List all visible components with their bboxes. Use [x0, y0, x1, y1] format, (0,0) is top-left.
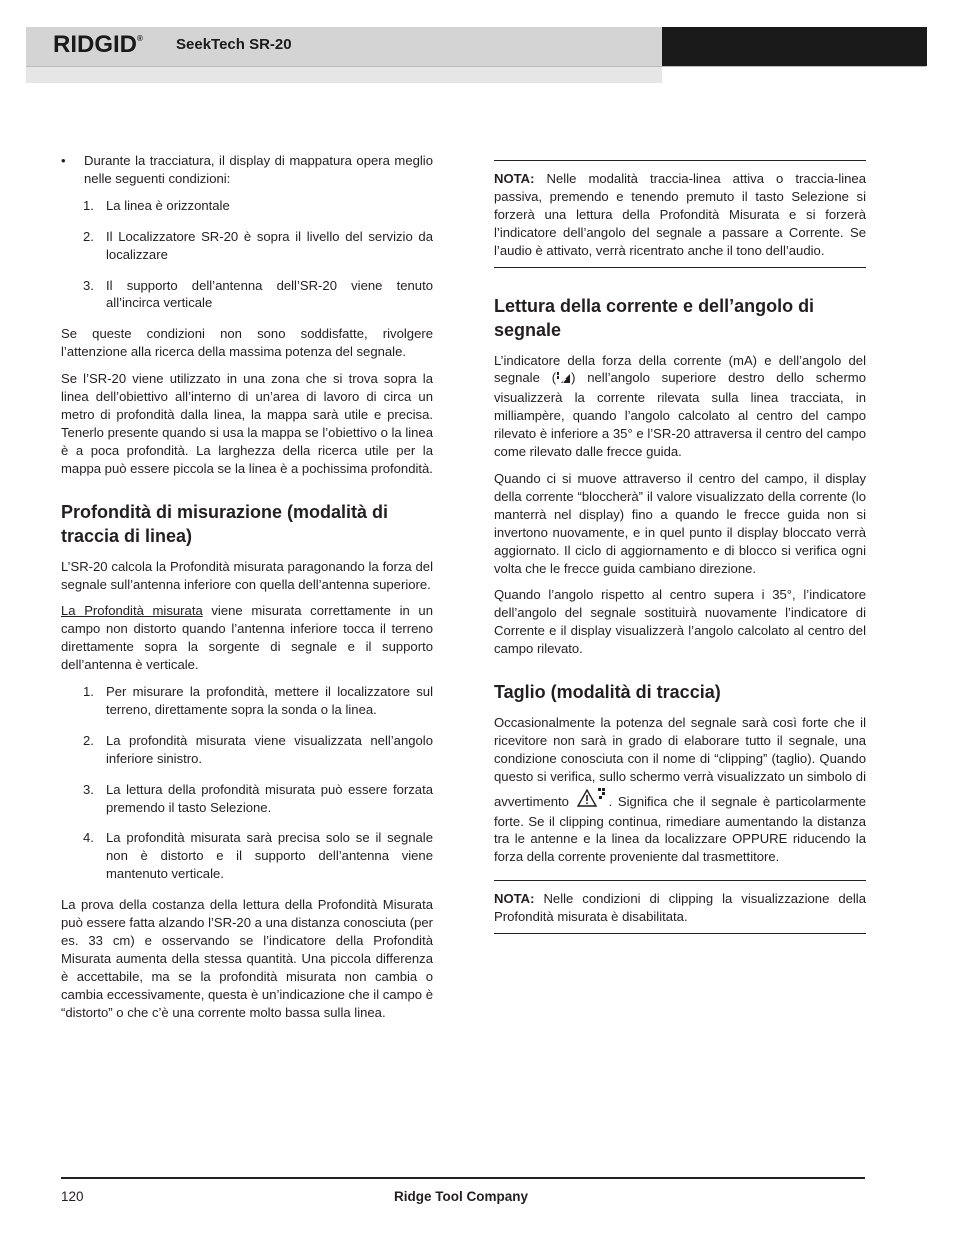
- list-number: 2.: [83, 228, 94, 244]
- underlined-term: La Profondità misurata: [61, 603, 203, 619]
- list-text: Il Localizzatore SR-20 è sopra il livello del servizio da localizzare: [106, 228, 433, 262]
- ridgid-logo: RIDGID®: [53, 31, 143, 58]
- paragraph: Quando l’angolo rispetto al centro supera i 35°, l’indicatore dell’angolo del segnale sostituirà nuovamente l’indicatore di Corrente e il display visualizzerà l’angolo calcolato al centro del campo rilevato.: [494, 587, 866, 657]
- list-item: [61, 197, 433, 215]
- note-label: NOTA:: [494, 891, 535, 907]
- paragraph: Se queste condizioni non sono soddisfatte, rivolgere l’attenzione alla ricerca della massima potenza del segnale.: [61, 326, 433, 360]
- paragraph-text: L’indicatore della forza della corrente (mA) e dell’angolo del segnale (: [494, 352, 866, 386]
- list-number: 4.: [83, 830, 94, 846]
- steps-list: [61, 683, 433, 883]
- list-number: 3.: [83, 277, 94, 293]
- list-item: [61, 829, 433, 883]
- list-text: La lettura della profondità misurata può essere forzata premendo il tasto Selezione.: [106, 781, 433, 815]
- right-column: [494, 160, 866, 934]
- bullet-text: Durante la tracciatura, il display di mappatura opera meglio nelle seguenti condizioni:: [84, 153, 433, 186]
- paragraph: Se l’SR-20 viene utilizzato in una zona che si trova sopra la linea dell’obiettivo all’interno di un’area di lavoro di circa un metro di profondità dalla linea, la mappa sarà utile e precisa. Tenerlo presente quando si usa la mappa se l’obiettivo o la linea è a poca profondità. La larghezza della ricerca utile per la mappa può essere piccola se la linea è a pochissima profondità.: [61, 371, 433, 476]
- paragraph: L’SR-20 calcola la Profondità misurata paragonando la forza del segnale sull’antenna inferiore con quella dell’antenna superiore.: [61, 558, 433, 592]
- conditions-list: [61, 197, 433, 313]
- company-name: Ridge Tool Company: [394, 1189, 528, 1204]
- header-underbar: [26, 66, 662, 83]
- list-item: [61, 781, 433, 817]
- list-item: [61, 683, 433, 719]
- paragraph: [61, 602, 433, 674]
- list-item: [61, 277, 433, 313]
- paragraph-text: ) nell’angolo superiore destro dello schermo visualizzerà la corrente rilevata sulla linea tracciata, in milliampère, quando l’angolo calcolato al centro del campo rilevato è inferiore a 35° e l’SR-20 attraversa il centro del campo come rilevato dalle frecce guida.: [494, 370, 866, 460]
- bullet-item: [61, 152, 433, 188]
- paragraph: [494, 714, 866, 866]
- list-text: La profondità misurata sarà precisa solo se il segnale non è distorto e il supporto dell’antenna viene mantenuto verticale.: [106, 830, 433, 882]
- list-number: 2.: [83, 732, 94, 748]
- paragraph: La prova della costanza della lettura della Profondità Misurata può essere fatta alzando l’SR-20 a una distanza conosciuta (per es. 33 cm) e osservando se l’indicatore della Profondità Misurata aumenta della stessa quantità. Una piccola differenza è accettabile, ma se la profondità misurata non cambia o cambia eccessivamente, questa è un’indicazione che il campo è “distorto” o che c’è una corrente molto bassa sulla linea.: [61, 897, 433, 1020]
- section-heading: Profondità di misurazione (modalità di traccia di linea): [61, 501, 389, 546]
- list-item: [61, 732, 433, 768]
- note-text: Nelle modalità traccia-linea attiva o traccia-linea passiva, premendo e tenendo premuto il tasto Selezione si forzerà una lettura della Profondità Misurata e si forzerà l’indicatore dell’angolo del segnale a passare a Corrente. Se l’audio è attivato, verrà ricentrato anche il tono dell’audio.: [494, 171, 866, 258]
- list-text: La profondità misurata viene visualizzata nell’angolo inferiore sinistro.: [106, 732, 433, 766]
- section-heading: Lettura della corrente e dell’angolo di segnale: [494, 295, 815, 340]
- list-number: 1.: [83, 197, 94, 213]
- clipping-warning-icon: [575, 786, 609, 813]
- page-number: 120: [61, 1189, 84, 1204]
- note-label: NOTA:: [494, 171, 535, 186]
- note-box: [494, 160, 866, 268]
- list-number: 3.: [83, 781, 94, 797]
- list-text: La linea è orizzontale: [106, 197, 230, 213]
- paragraph-text: Occasionalmente la potenza del segnale sarà così forte che il ricevitore non sarà in grado di elaborare tutto il segnale, una condizione conosciuta con il nome di “clipping” (taglio). Quando questo si verifica, sullo schermo verrà visualizzato un simbolo di avvertimento: [494, 715, 866, 809]
- list-number: 1.: [83, 684, 94, 700]
- model-title: SeekTech SR-20: [176, 36, 292, 53]
- note-text: Nelle condizioni di clipping la visualizzazione della Profondità misurata è disabilitata.: [494, 891, 866, 925]
- paragraph-text: . Significa che il segnale è particolarmente forte. Se il clipping continua, rimediare aumentando la distanza tra le antenne e la linea da localizzare OPPURE riducendo la forza della corrente proveniente dal trasmettitore.: [494, 793, 866, 865]
- paragraph: [494, 352, 866, 461]
- list-text: Il supporto dell’antenna dell’SR-20 viene tenuto all’incirca verticale: [106, 277, 433, 311]
- list-item: [61, 228, 433, 264]
- list-text: Per misurare la profondità, mettere il localizzatore sul terreno, direttamente sopra la sonda o la linea.: [106, 684, 433, 717]
- header-dark-block: [662, 27, 927, 66]
- bullet-marker: •: [61, 153, 66, 168]
- left-column: [61, 152, 433, 1031]
- signal-angle-icon: [556, 371, 571, 389]
- paragraph: Quando ci si muove attraverso il centro del campo, il display della corrente “bloccherà” il valore visualizzato della corrente (lo manterrà nel display) fino a quando le frecce guida non si invertono nuovamente, e in quel punto il display bloccato verrà aggiornato. Il ciclo di aggiornamento e di blocco si verifica ogni volta che le frecce guida cambiano direzione.: [494, 470, 866, 576]
- note-box: [494, 880, 866, 934]
- section-heading: Taglio (modalità di traccia): [494, 682, 721, 703]
- paragraph-text: viene misurata correttamente in un campo non distorto quando l’antenna inferiore tocca il terreno direttamente sopra la sorgente di segnale e il supporto dell’antenna è verticale.: [61, 603, 433, 673]
- footer-divider: [61, 1177, 865, 1179]
- header-divider: [26, 66, 926, 67]
